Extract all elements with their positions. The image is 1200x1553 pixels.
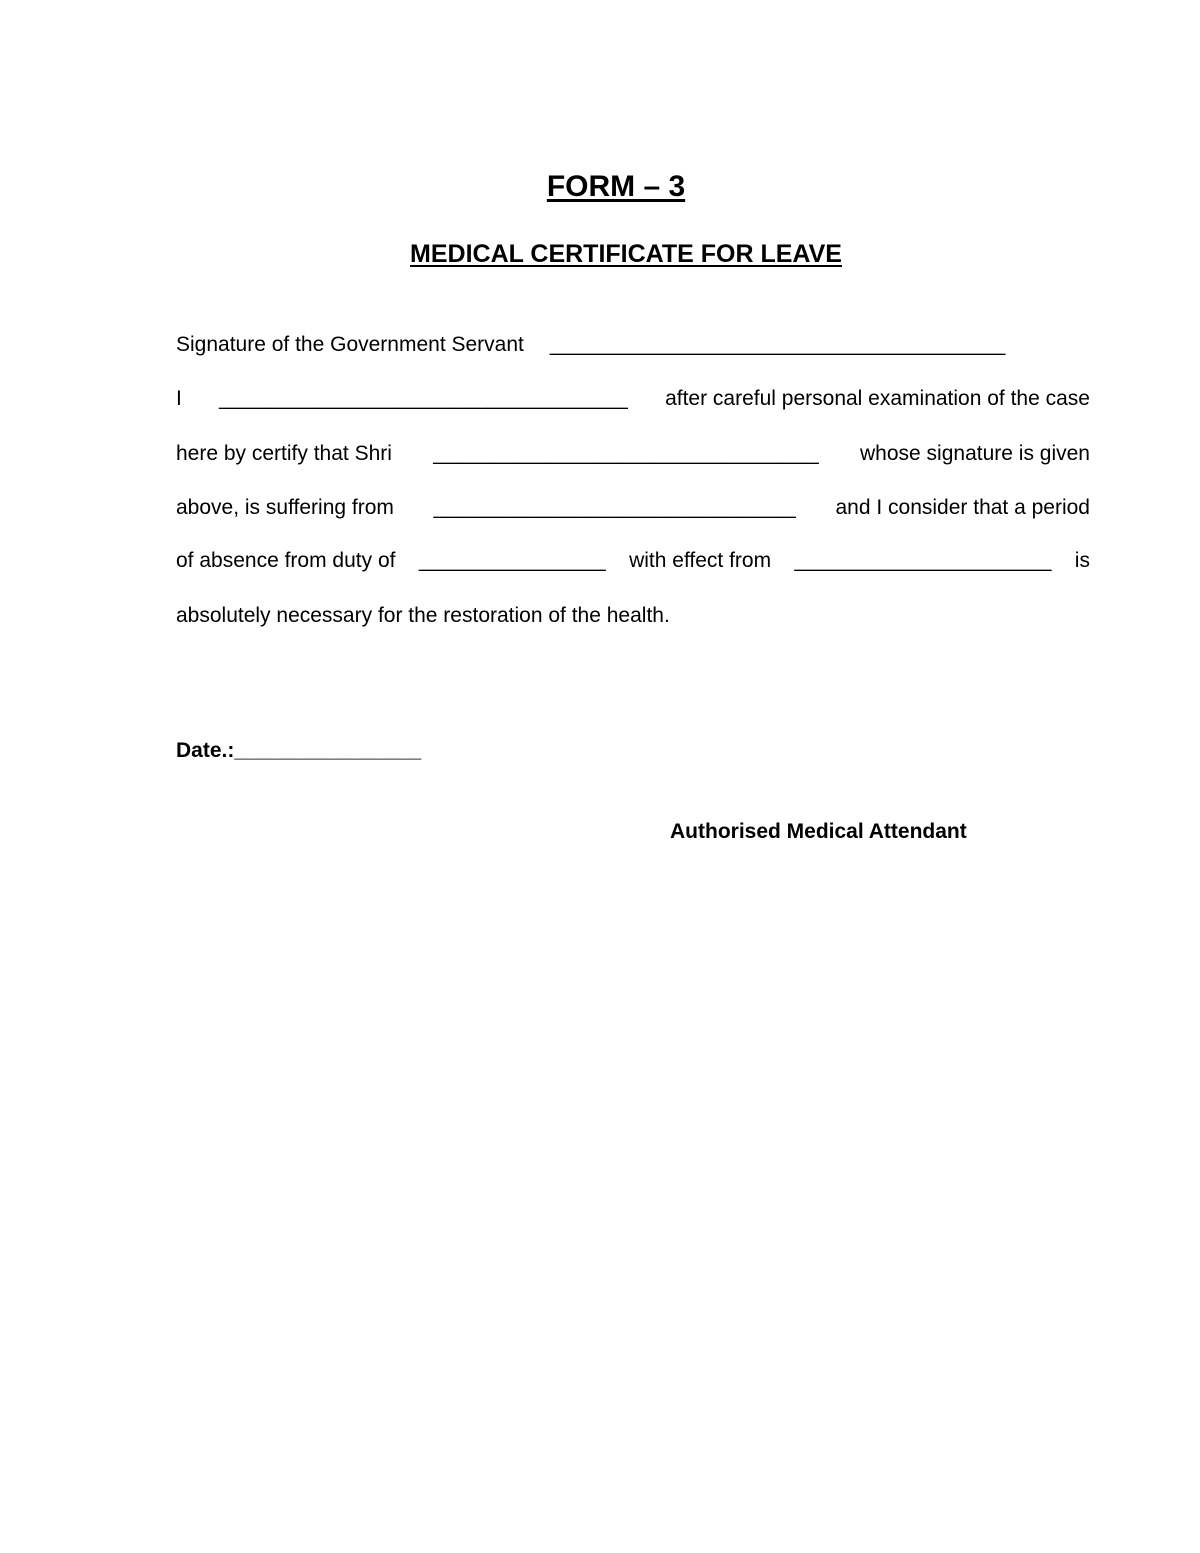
line2-start: I xyxy=(176,387,182,410)
line4-start: above, is suffering from xyxy=(176,496,394,519)
restoration-line xyxy=(176,601,1090,631)
absence-period-line xyxy=(176,546,1090,576)
line6-text: absolutely necessary for the restoration of the health. xyxy=(176,604,670,627)
line3-end: whose signature is given xyxy=(860,442,1090,465)
illness-line xyxy=(176,493,1090,523)
line3-start: here by certify that Shri xyxy=(176,442,392,465)
line5-mid: with effect from xyxy=(629,549,772,572)
patient-name-line xyxy=(176,439,1090,469)
patient-name-blank: _________________________________ xyxy=(433,442,819,465)
signatory-label: Authorised Medical Attendant xyxy=(670,820,967,843)
absence-period-blank: ________________ xyxy=(418,549,606,572)
date-field: Date.:________________ xyxy=(176,739,422,762)
illness-blank: _______________________________ xyxy=(433,496,796,519)
signature-label: Signature of the Government Servant xyxy=(176,333,524,356)
doctor-name-line xyxy=(176,384,1090,414)
form-number: FORM – 3 xyxy=(546,170,686,203)
line4-end: and I consider that a period xyxy=(835,496,1090,519)
doctor-name-blank: ___________________________________ xyxy=(219,387,628,410)
line2-end: after careful personal examination of the case xyxy=(665,387,1090,410)
effect-from-blank: ______________________ xyxy=(794,549,1052,572)
signature-blank: _______________________________________ xyxy=(549,333,1006,356)
line5-end: is xyxy=(1074,549,1090,572)
signature-line xyxy=(176,330,1090,360)
certificate-title: MEDICAL CERTIFICATE FOR LEAVE xyxy=(410,240,842,268)
line5-start: of absence from duty of xyxy=(176,549,396,572)
